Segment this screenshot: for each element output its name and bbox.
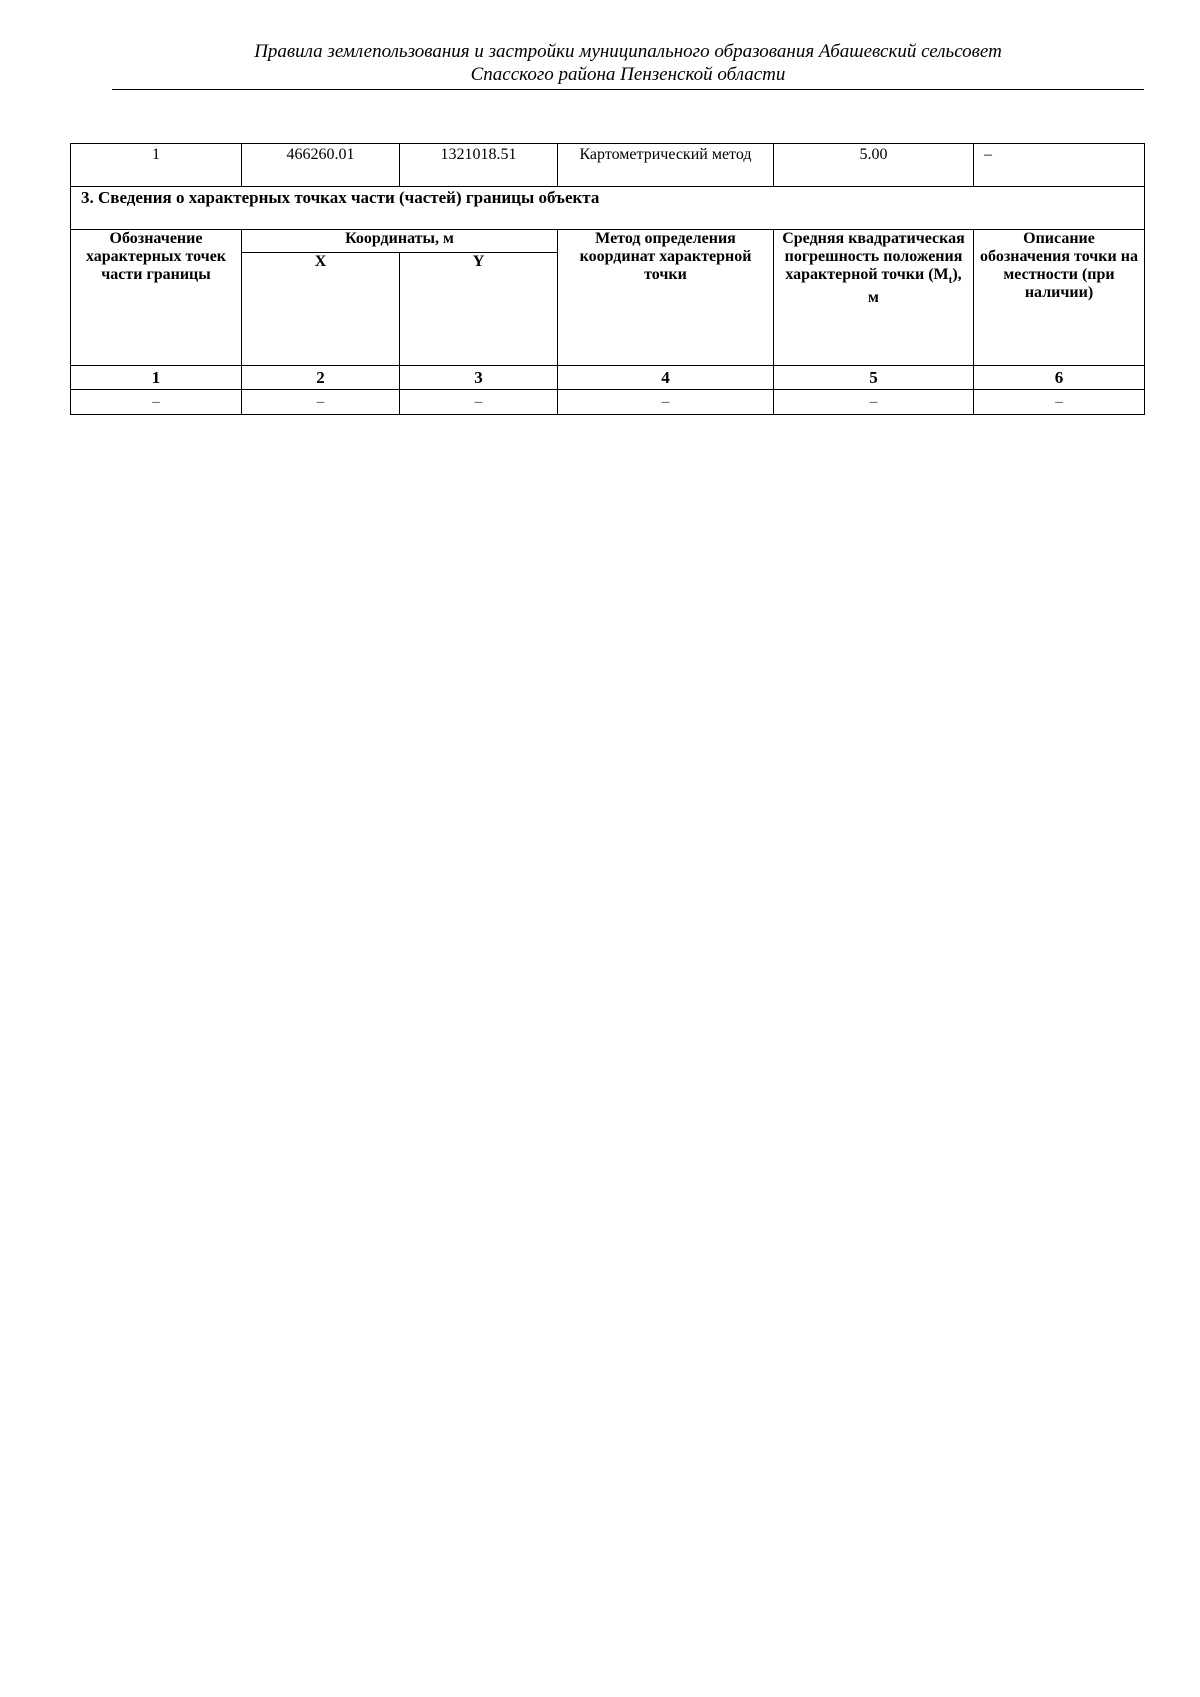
header-coordinates: Координаты, м (242, 230, 558, 253)
header-col-error (774, 230, 974, 366)
table-cell: – (974, 390, 1145, 415)
table-cell: 5.00 (774, 144, 974, 187)
table-cell: – (774, 390, 974, 415)
header-col-description: Описание обозначения точки на местности (при наличии) (974, 230, 1145, 366)
column-numbers-row (71, 366, 1145, 390)
header-col-designation: Обозначение характерных точек части границы (71, 230, 242, 366)
section-title-row (71, 187, 1145, 230)
table-header-row (71, 230, 1145, 253)
table-cell: – (242, 390, 400, 415)
header-col-y: Y (400, 253, 558, 366)
table-cell: – (400, 390, 558, 415)
table-cell: 1 (71, 144, 242, 187)
column-number: 5 (774, 366, 974, 390)
column-number: 4 (558, 366, 774, 390)
column-number: 6 (974, 366, 1145, 390)
header-line-2: Спасского района Пензенской области (470, 64, 786, 85)
header-col-x: X (242, 253, 400, 366)
table-row (71, 390, 1145, 415)
header-col-error-unit: ), м (868, 266, 962, 307)
column-number: 1 (71, 366, 242, 390)
page-header (112, 40, 1144, 86)
table-cell: – (71, 390, 242, 415)
table-cell: 1321018.51 (400, 144, 558, 187)
header-col-error-text: Средняя квадратическая погрешность положения характерной точки (M (782, 230, 965, 283)
table-row (71, 144, 1145, 187)
column-number: 2 (242, 366, 400, 390)
header-rule (112, 89, 1144, 90)
column-number: 3 (400, 366, 558, 390)
table-cell: 466260.01 (242, 144, 400, 187)
table-cell: Картометрический метод (558, 144, 774, 187)
header-col-method: Метод определения координат характерной точки (558, 230, 774, 366)
header-col-error-subscript: t (948, 274, 953, 287)
header-line-1: Правила землепользования и застройки муниципального образования Абашевский сельсовет (254, 41, 1002, 62)
coordinates-table (70, 143, 1145, 415)
table-cell: – (558, 390, 774, 415)
table-cell: – (974, 144, 1145, 187)
section-title: 3. Сведения о характерных точках части (частей) границы объекта (71, 187, 1145, 230)
